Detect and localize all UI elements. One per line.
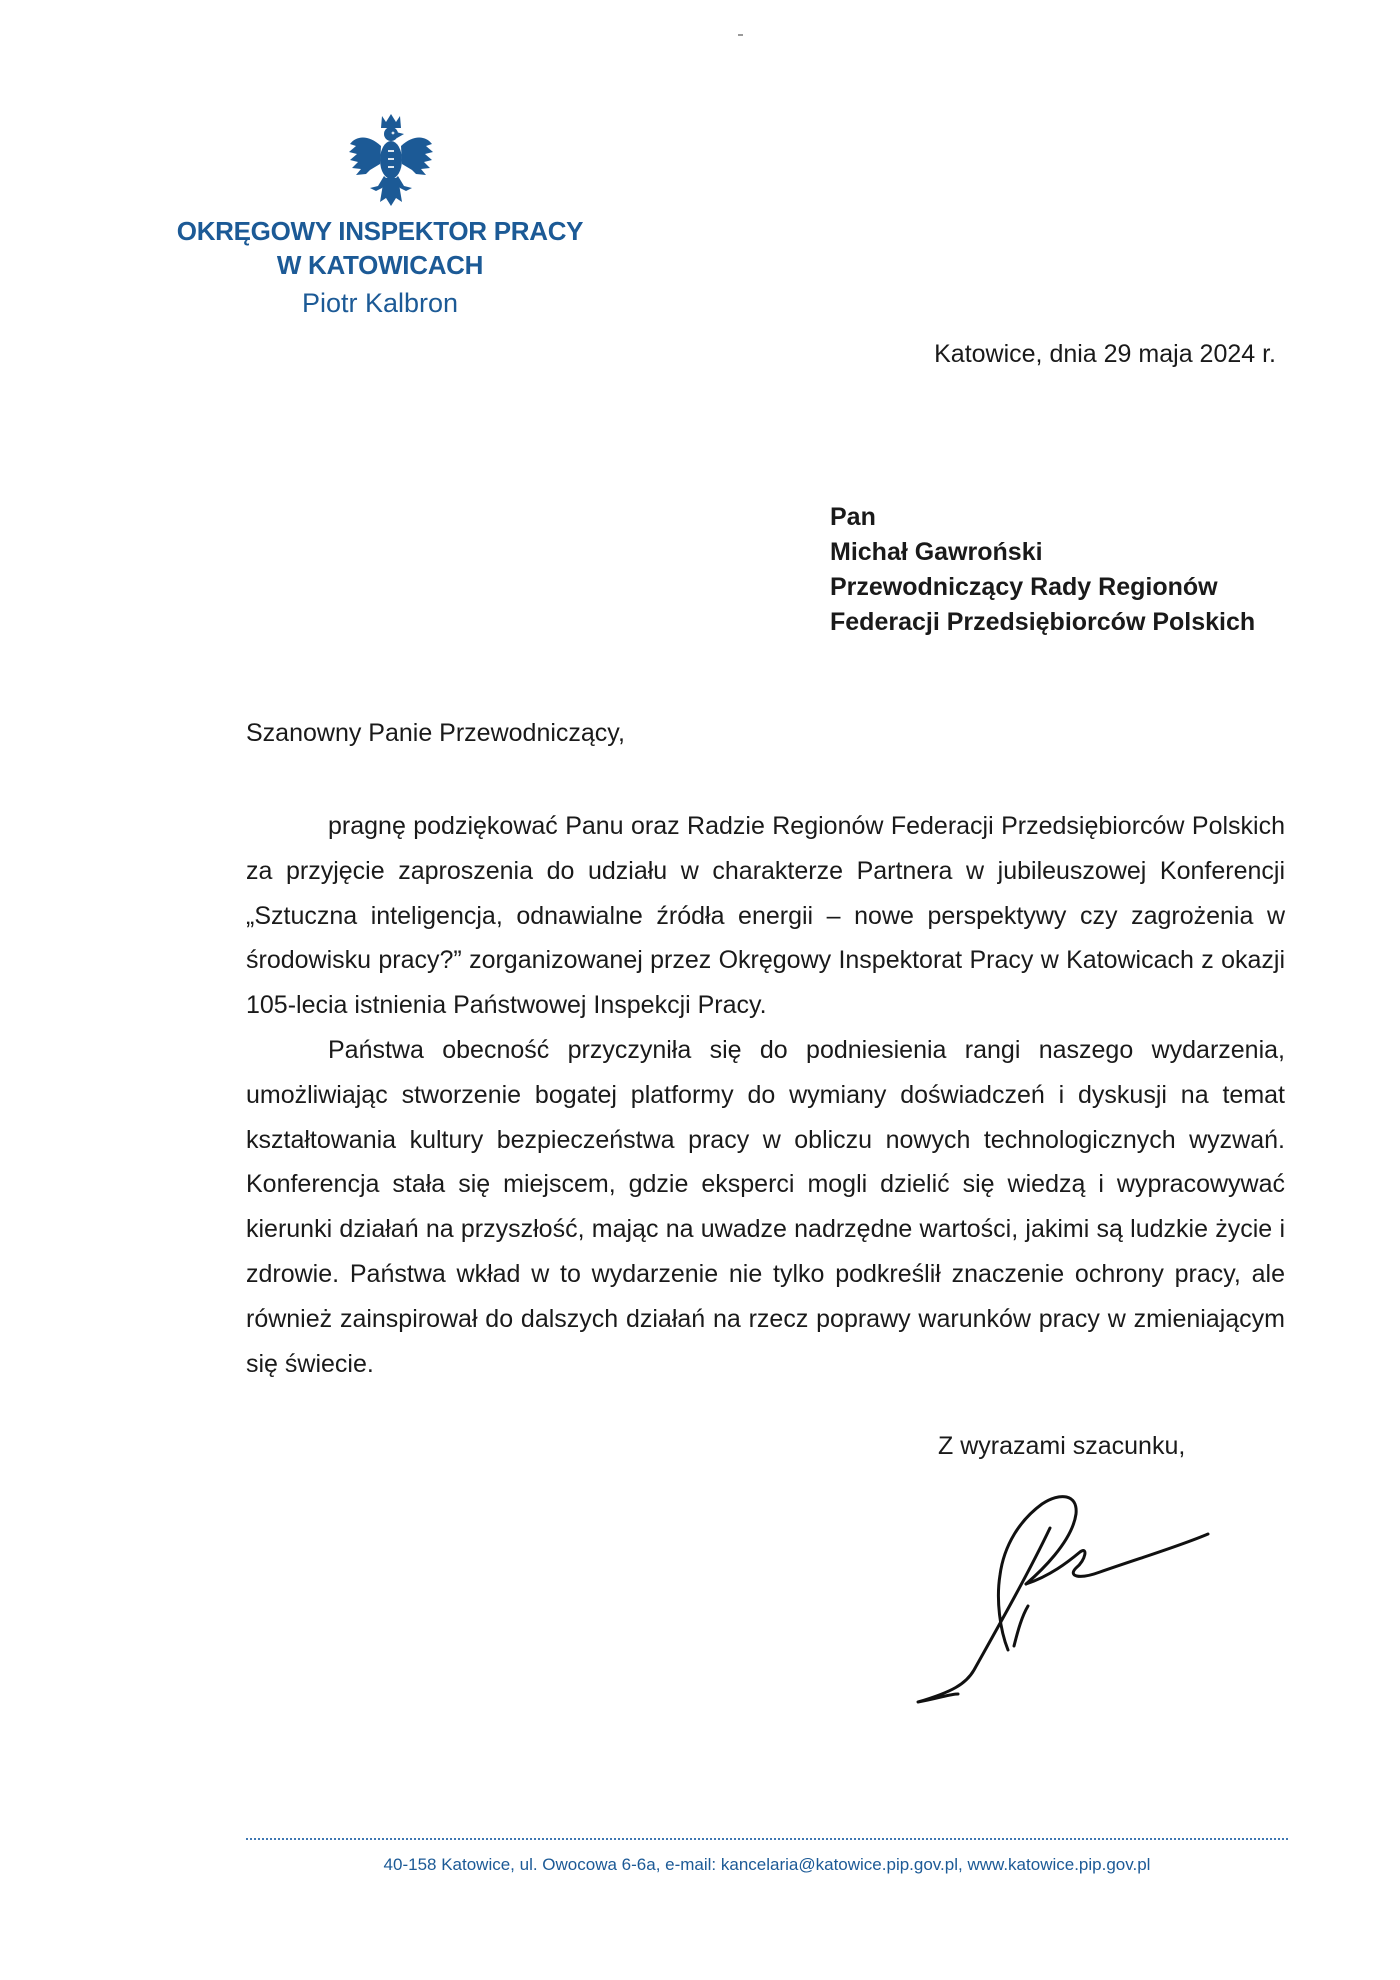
footer-divider bbox=[246, 1838, 1288, 1840]
polish-eagle-icon bbox=[346, 112, 436, 208]
letter-date: Katowice, dnia 29 maja 2024 r. bbox=[934, 340, 1276, 368]
institution-title-line-2: W KATOWICACH bbox=[276, 250, 484, 280]
handwritten-signature-icon bbox=[900, 1480, 1240, 1710]
letter-body bbox=[246, 804, 1285, 1386]
scan-speck bbox=[738, 34, 743, 36]
recipient-line-4: Federacji Przedsiębiorców Polskich bbox=[830, 608, 1256, 636]
closing-phrase: Z wyrazami szacunku, bbox=[938, 1432, 1186, 1460]
institution-title-line-1: OKRĘGOWY INSPEKTOR PRACY bbox=[176, 216, 584, 246]
recipient-line-3: Przewodniczący Rady Regionów bbox=[830, 573, 1218, 601]
recipient-block bbox=[830, 500, 1255, 640]
inspector-name: Piotr Kalbron bbox=[301, 288, 459, 318]
body-paragraph-1: pragnę podziękować Panu oraz Radzie Regionów Federacji Przedsiębiorców Polskich za przyjęcie zaproszenia do udziału w charakterze Partnera w jubileuszowej Konferencji „Sztuczna inteligencja, odnawialne źródła energii – nowe perspektywy czy zagrożenia w środowisku pracy?” zorganizowanej przez Okręgowy Inspektorat Pracy w Katowicach z okazji 105-lecia istnienia Państwowej Inspekcji Pracy. bbox=[246, 812, 1285, 1020]
recipient-line-1: Pan bbox=[830, 503, 876, 531]
salutation: Szanowny Panie Przewodniczący, bbox=[246, 719, 625, 747]
footer-contact: 40-158 Katowice, ul. Owocowa 6-6a, e-mail: kancelaria@katowice.pip.gov.pl, www.katowice.pip.gov.pl bbox=[383, 1855, 1151, 1874]
body-paragraph-2: Państwa obecność przyczyniła się do podniesienia rangi naszego wydarzenia, umożliwiając stworzenie bogatej platformy do wymiany doświadczeń i dyskusji na temat kształtowania kultury bezpieczeństwa pracy w obliczu nowych technologicznych wyzwań. Konferencja stała się miejscem, gdzie eksperci mogli dzielić się wiedzą i wypracowywać kierunki działań na przyszłość, mając na uwadze nadrzędne wartości, jakimi są ludzkie życie i zdrowie. Państwa wkład w to wydarzenie nie tylko podkreślił znaczenie ochrony pracy, ale również zainspirował do dalszych działań na rzecz poprawy warunków pracy w zmieniającym się świecie. bbox=[246, 1035, 1285, 1378]
recipient-line-2: Michał Gawroński bbox=[830, 538, 1043, 566]
institution-header bbox=[140, 214, 620, 320]
